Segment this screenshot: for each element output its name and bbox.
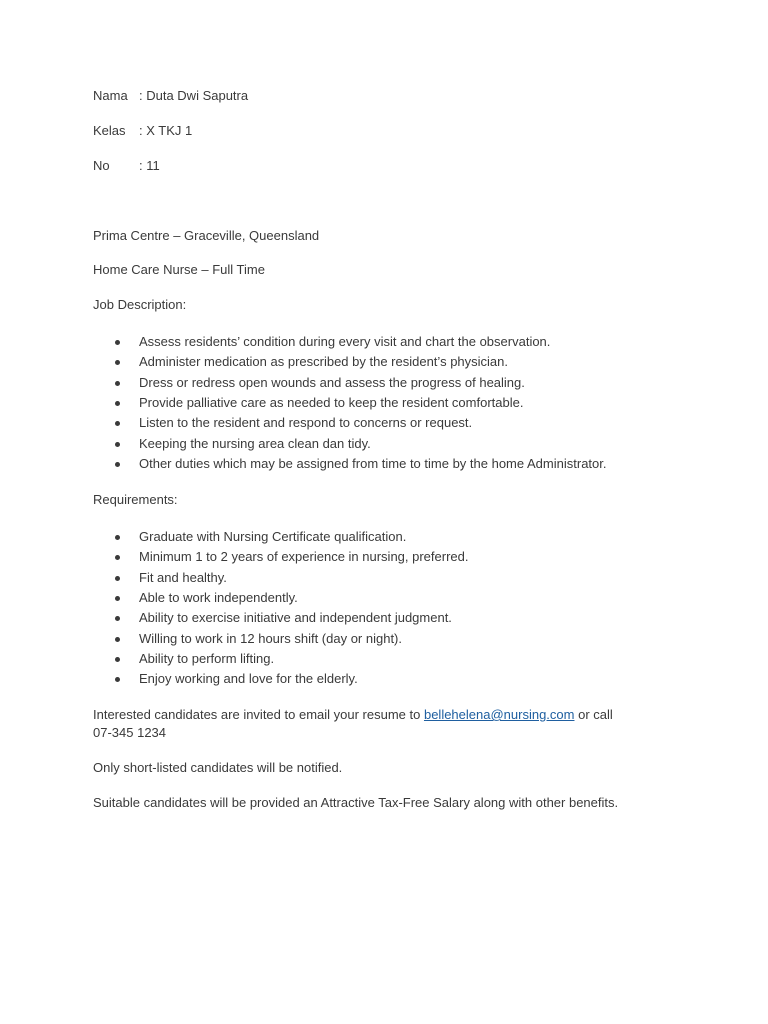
position-title: Home Care Nurse – Full Time	[93, 262, 265, 277]
kelas-value: : X TKJ 1	[139, 123, 193, 138]
list-item: Graduate with Nursing Certificate qualification.	[93, 527, 469, 547]
bullet-icon	[115, 535, 120, 540]
list-item: Provide palliative care as needed to keep the resident comfortable.	[93, 393, 607, 413]
nama-value: : Duta Dwi Saputra	[139, 88, 249, 103]
bullet-icon	[115, 462, 120, 467]
bullet-icon	[115, 616, 120, 621]
list-item: Fit and healthy.	[93, 568, 469, 588]
bullet-icon	[115, 401, 120, 406]
bullet-icon	[115, 657, 120, 662]
list-item: Willing to work in 12 hours shift (day or night).	[93, 629, 469, 649]
kelas-row	[93, 122, 192, 140]
no-label: No	[93, 158, 110, 173]
notice-line: Only short-listed candidates will be notified.	[93, 760, 343, 775]
list-item: Able to work independently.	[93, 588, 469, 608]
list-item: Assess residents’ condition during every visit and chart the observation.	[93, 332, 607, 352]
bullet-icon	[115, 555, 120, 560]
requirements-list	[93, 527, 469, 690]
list-item: Dress or redress open wounds and assess the progress of healing.	[93, 373, 607, 393]
bullet-icon	[115, 442, 120, 447]
contact-line	[93, 706, 613, 724]
list-item: Ability to perform lifting.	[93, 649, 469, 669]
bullet-icon	[115, 677, 120, 682]
benefits-line: Suitable candidates will be provided an Attractive Tax-Free Salary along with other benefits.	[93, 795, 619, 810]
no-row	[93, 157, 160, 175]
bullet-icon	[115, 576, 120, 581]
list-item: Administer medication as prescribed by the resident’s physician.	[93, 352, 607, 372]
list-item: Minimum 1 to 2 years of experience in nursing, preferred.	[93, 547, 469, 567]
job-description-list	[93, 332, 607, 474]
email-link[interactable]: bellehelena@nursing.com	[423, 707, 575, 722]
bullet-icon	[115, 637, 120, 642]
job-description-heading: Job Description:	[93, 297, 187, 312]
nama-row	[93, 87, 248, 105]
contact-phone: 07-345 1234	[93, 725, 167, 740]
nama-label: Nama	[93, 88, 128, 103]
bullet-icon	[115, 421, 120, 426]
kelas-label: Kelas	[93, 123, 126, 138]
contact-prefix: Interested candidates are invited to email your resume to	[93, 707, 424, 722]
bullet-icon	[115, 360, 120, 365]
list-item: Other duties which may be assigned from time to time by the home Administrator.	[93, 454, 607, 474]
list-item: Listen to the resident and respond to concerns or request.	[93, 413, 607, 433]
no-value: : 11	[139, 158, 160, 173]
company-line: Prima Centre – Graceville, Queensland	[93, 228, 320, 243]
list-item: Keeping the nursing area clean dan tidy.	[93, 434, 607, 454]
requirements-heading: Requirements:	[93, 492, 178, 507]
bullet-icon	[115, 596, 120, 601]
list-item: Ability to exercise initiative and independent judgment.	[93, 608, 469, 628]
contact-suffix: or call	[574, 707, 613, 722]
list-item: Enjoy working and love for the elderly.	[93, 669, 469, 689]
bullet-icon	[115, 340, 120, 345]
bullet-icon	[115, 381, 120, 386]
